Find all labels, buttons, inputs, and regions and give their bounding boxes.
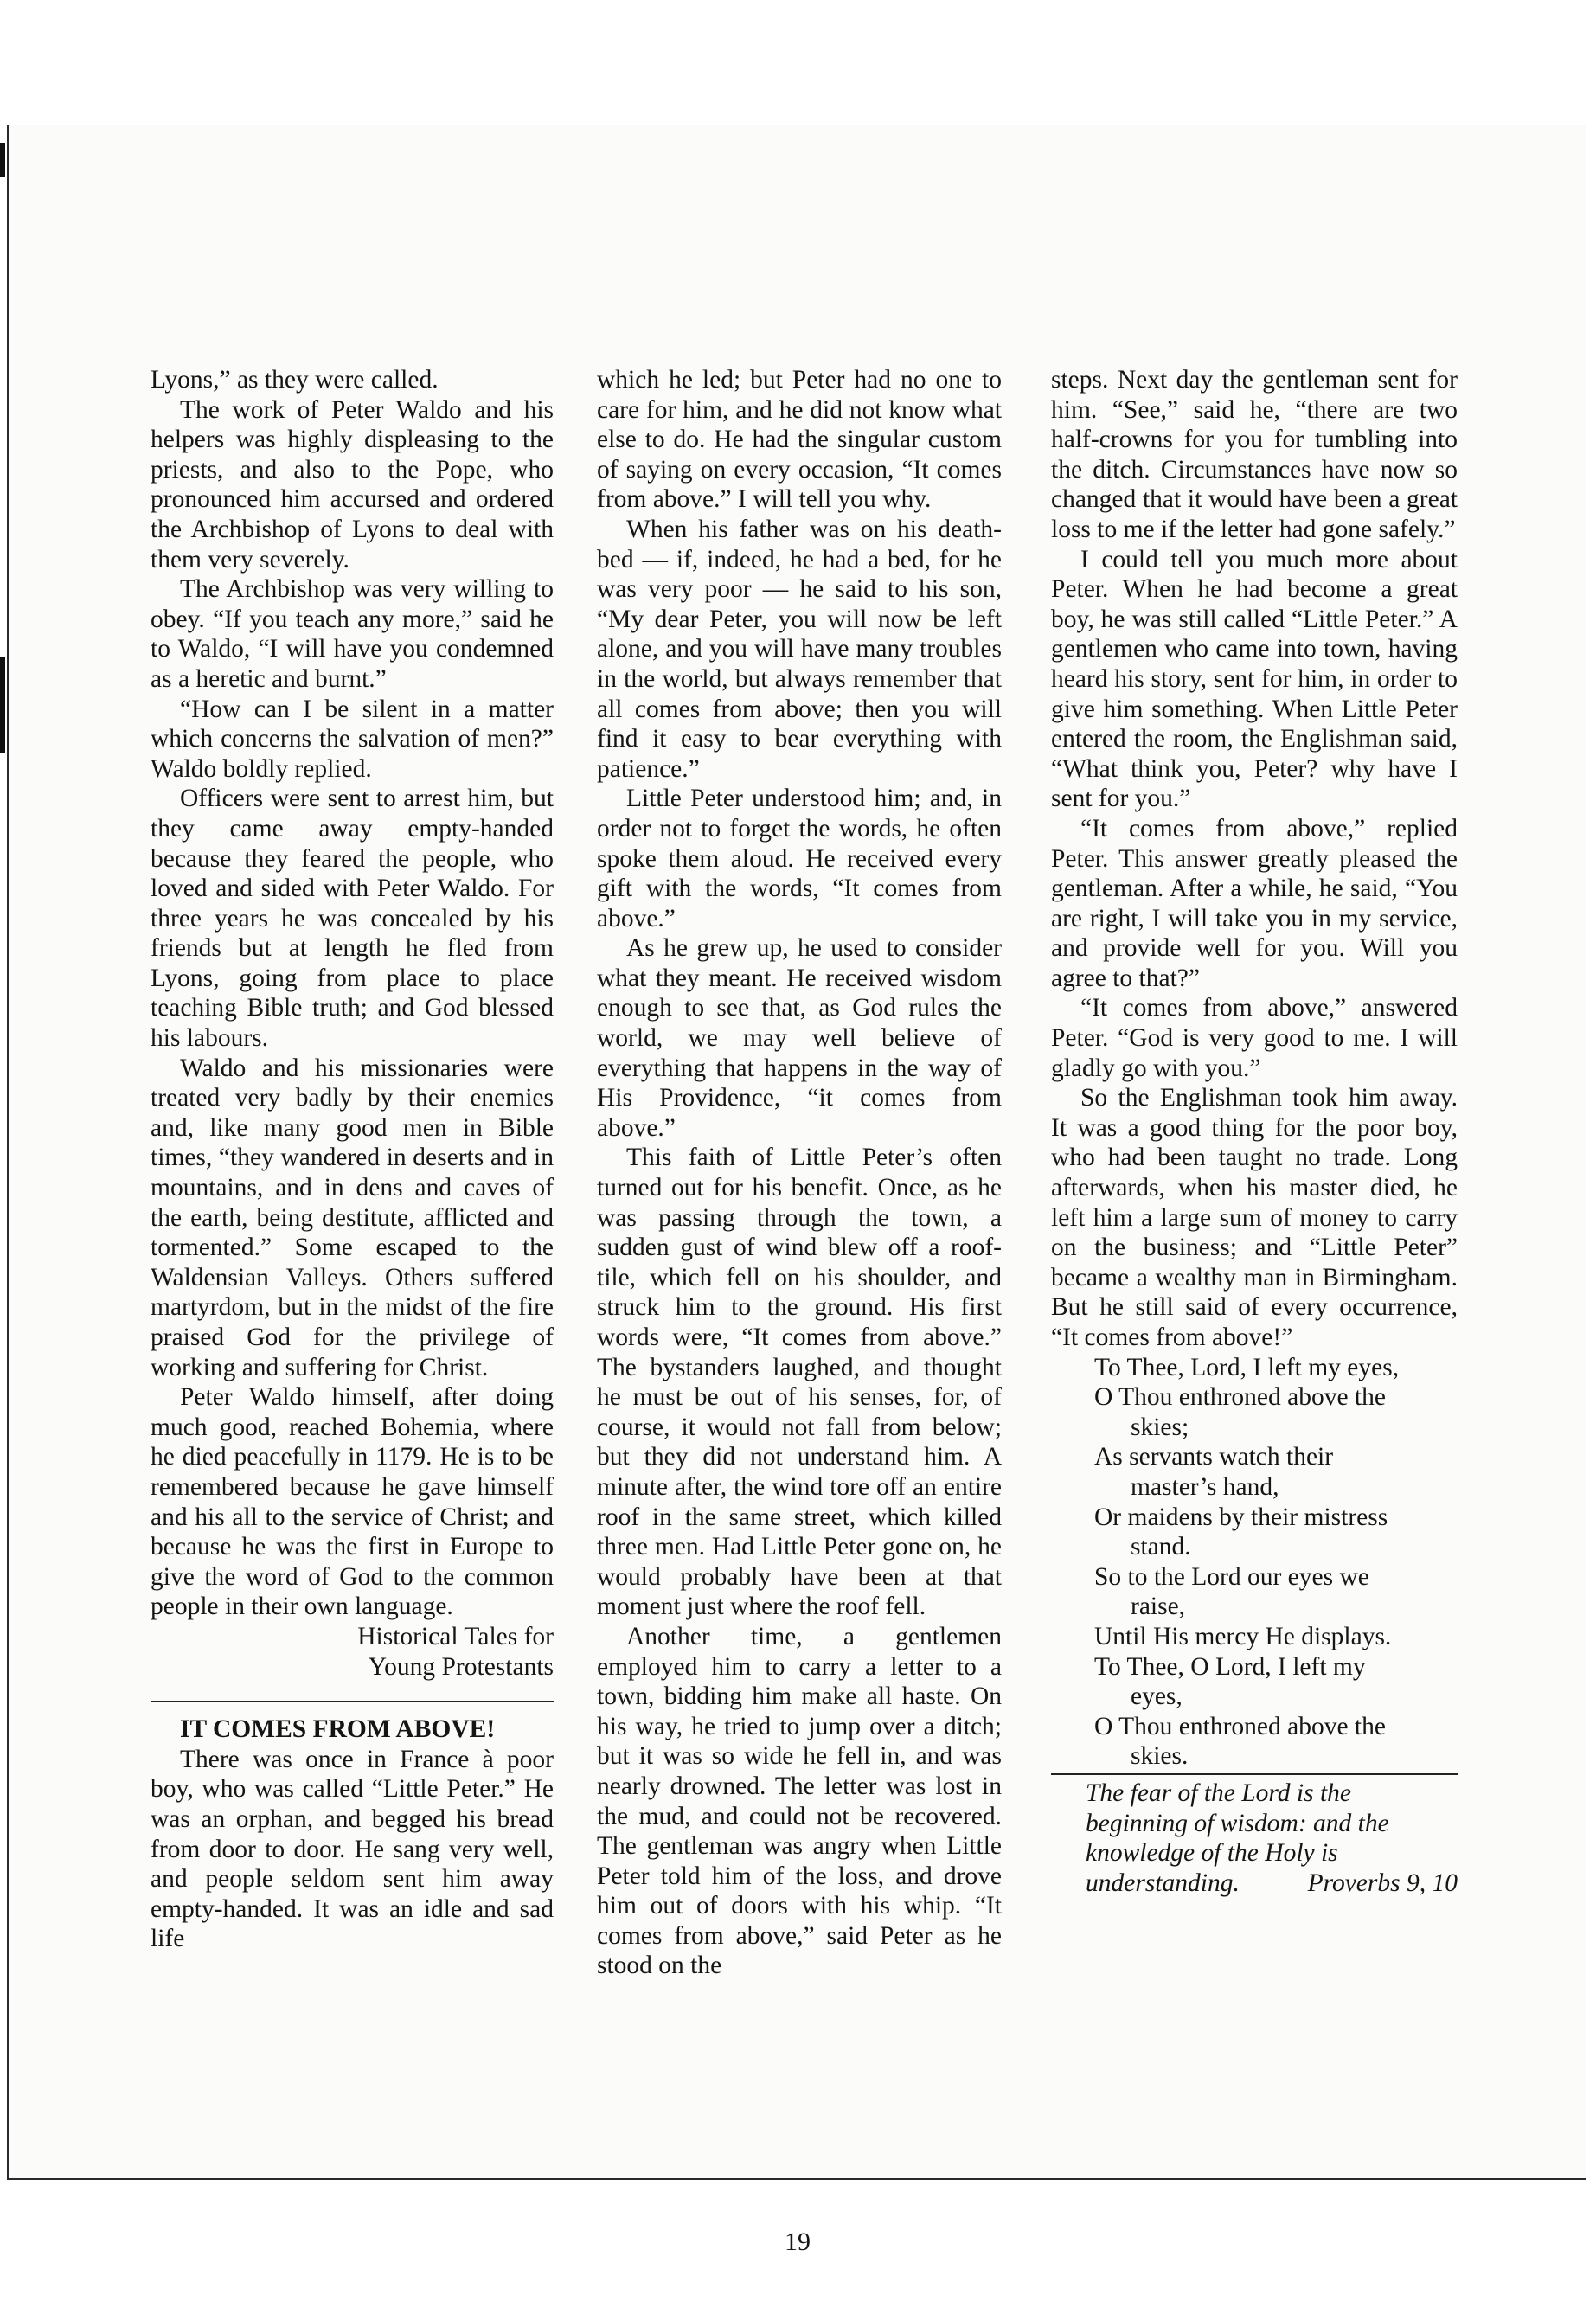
paragraph: I could tell you much more about Peter. When he had become a great boy, he was still called “Little Peter.” A gentlemen who came into town, having heard his story, sent for him, in order to give him something. When Little Peter entered the room, the Englishman said, “What think you, Peter? why have I sent for you.” <box>1051 545 1458 813</box>
column-right <box>1051 365 1458 1898</box>
scripture-text: The fear of the Lord is the beginning of wisdom: and the knowledge of the Holy is understanding. <box>1086 1779 1389 1897</box>
hymn-verse <box>1094 1353 1458 1772</box>
poem-line: raise, <box>1131 1593 1186 1621</box>
poem-line: O Thou enthroned above the <box>1094 1712 1386 1740</box>
document-page <box>7 125 1586 2256</box>
poem-line: skies. <box>1131 1742 1189 1771</box>
scan-edge-mark <box>0 657 5 753</box>
verse-divider <box>1051 1773 1458 1775</box>
paragraph: Officers were sent to arrest him, but they came away empty-handed because they feared the people, who loved and sided with Peter Waldo. For three years he was concealed by his friends but at length he fled from Lyons, going from place to place teaching Bible truth; and God blessed his labours. <box>151 785 554 1053</box>
source-credit-line: Young Protestants <box>368 1652 554 1681</box>
paragraph: Little Peter understood him; and, in order not to forget the words, he often spoke them aloud. He received every gift with the words, “It comes from above.” <box>597 785 1002 933</box>
paragraph: When his father was on his death-bed — if, indeed, he had a bed, for he was very poor — he said to his son, “My dear Peter, you will now be left alone, and you will have many troubles in the world, but always remember that all comes from above; then you will find it easy to bear everything with patience.” <box>597 515 1002 783</box>
scripture-reference: Proverbs 9, 10 <box>1307 1868 1458 1897</box>
poem-line: So to the Lord our eyes we <box>1094 1562 1369 1591</box>
poem-line: To Thee, O Lord, I left my <box>1094 1652 1366 1681</box>
poem-line: eyes, <box>1131 1682 1183 1711</box>
poem-line: master’s hand, <box>1131 1472 1279 1501</box>
column-left <box>151 365 554 1954</box>
paragraph: So the Englishman took him away. It was a good thing for the poor boy, who had been taught no trade. Long afterwards, when his master died, he left him a large sum of money to carry on the business; and “Little Peter” became a wealthy man in Birmingham. But he still said of every occurrence, “It comes from above!” <box>1051 1084 1458 1351</box>
paragraph: steps. Next day the gentleman sent for him. “See,” said he, “there are two half-crowns for you for tumbling into the ditch. Circumstances have now so changed that it would have been a great loss to me if the letter had gone safely.” <box>1051 366 1458 543</box>
poem-line: As servants watch their <box>1094 1443 1334 1471</box>
scan-edge-mark <box>0 143 5 177</box>
poem-line: Or maidens by their mistress <box>1094 1503 1388 1531</box>
poem-line: O Thou enthroned above the <box>1094 1383 1386 1412</box>
paragraph: There was once in France à poor boy, who was called “Little Peter.” He was an orphan, and begged his bread from door to door. He sang very well, and people seldom sent him away empty-handed. It was an idle and sad life <box>151 1745 554 1953</box>
paragraph: which he led; but Peter had no one to care for him, and he did not know what else to do. He had the singular custom of saying on every occasion, “It comes from above.” I will tell you why. <box>597 366 1002 514</box>
paragraph: “How can I be silent in a matter which concerns the salvation of men?” Waldo boldly replied. <box>151 695 554 783</box>
paragraph: Another time, a gentlemen employed him to carry a letter to a town, bidding him make all haste. On his way, he tried to jump over a ditch; but it was so wide he fell in, and was nearly drowned. The letter was lost in the mud, and could not be recovered. The gentleman was angry when Little Peter told him of the loss, and drove him out of doors with his whip. “It comes from above,” said Peter as he stood on the <box>597 1622 1002 1980</box>
paragraph: As he grew up, he used to consider what they meant. He received wisdom enough to see that, as God rules the world, we may well believe of everything that happens in the way of His Providence, “it comes from above.” <box>597 934 1002 1142</box>
source-credit-line: Historical Tales for <box>357 1622 554 1650</box>
paragraph: “It comes from above,” replied Peter. This answer greatly pleased the gentleman. After a while, he said, “You are right, I will take you in my service, and provide well for you. Will you agree to that?” <box>1051 814 1458 992</box>
paragraph: The work of Peter Waldo and his helpers was highly displeasing to the priests, and also to the Pope, who pronounced him accursed and ordered the Archbishop of Lyons to deal with them very severely. <box>151 395 554 574</box>
paragraph: Peter Waldo himself, after doing much good, reached Bohemia, where he died peacefully in 1179. He is to be remembered because he gave himself and his all to the service of Christ; and because he was the first in Europe to give the word of God to the common people in their own language. <box>151 1383 554 1621</box>
poem-line: skies; <box>1131 1413 1189 1441</box>
scripture-verse <box>1051 1779 1458 1898</box>
column-middle <box>597 365 1002 1981</box>
paragraph: Lyons,” as they were called. <box>151 366 439 394</box>
paragraph: This faith of Little Peter’s often turned out for his benefit. Once, as he was passing through the town, a sudden gust of wind blew off a roof-tile, which fell on his shoulder, and struck him to the ground. His first words were, “It comes from above.” The bystanders laughed, and thought he must be out of his senses, for, of course, it would not fall from below; but they did not understand him. A minute after, the wind tore off an entire roof in the same street, which killed three men. Had Little Peter gone on, he would probably have been at that moment just where the roof fell. <box>597 1144 1002 1621</box>
paragraph: “It comes from above,” answered Peter. “God is very good to me. I will gladly go with you.” <box>1051 994 1458 1082</box>
paragraph: The Archbishop was very willing to obey. “If you teach any more,” said he to Waldo, “I will have you condemned as a heretic and burnt.” <box>151 575 554 693</box>
paragraph: Waldo and his missionaries were treated very badly by their enemies and, like many good men in Bible times, “they wandered in deserts and in mountains, and in dens and caves of the earth, being destitute, afflicted and tormented.” Some escaped to the Waldensian Valleys. Others suffered martyrdom, but in the midst of the fire praised God for the privilege of working and suffering for Christ. <box>151 1054 554 1381</box>
poem-line: Until His mercy He displays. <box>1094 1622 1392 1650</box>
poem-line: stand. <box>1131 1533 1191 1561</box>
poem-line: To Thee, Lord, I left my eyes, <box>1094 1353 1400 1381</box>
section-divider <box>151 1701 554 1702</box>
page-number: 19 <box>785 2227 811 2256</box>
article-heading: IT COMES FROM ABOVE! <box>180 1715 496 1744</box>
